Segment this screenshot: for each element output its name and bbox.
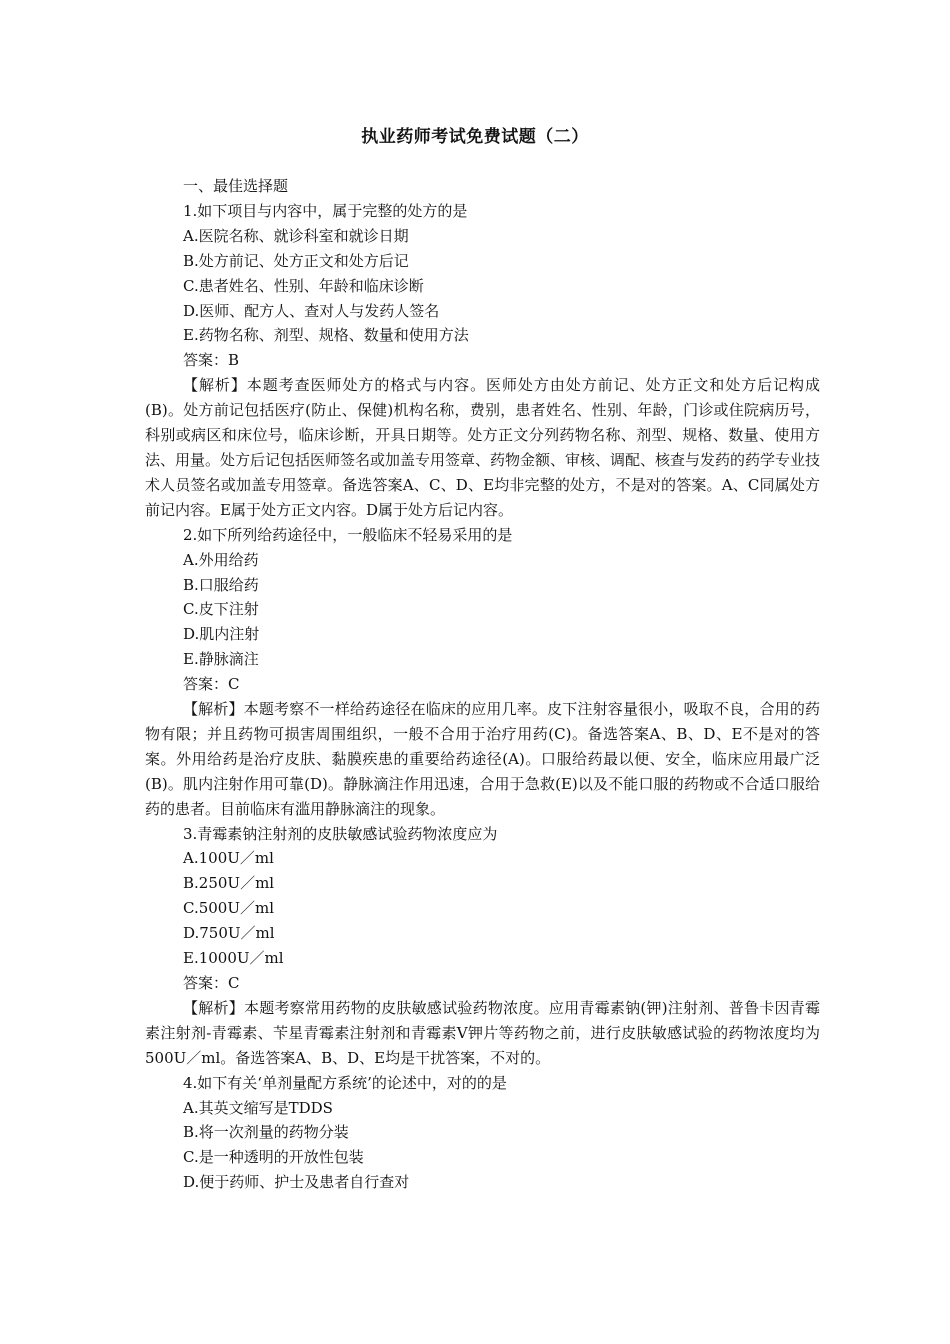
page-title: 执业药师考试免费试题（二） [361,127,589,147]
analysis: 【解析】本题考查医师处方的格式与内容。医师处方由处方前记、处方正文和处方后记构成(B)。处方前记包括医疗(防止、保健)机构名称，费别，患者姓名、性别、年龄，门诊或住院病历号，科别或病区和床位号，临床诊断，开具日期等。处方正文分列药物名称、剂型、规格、数量、使用方法、用量。处方后记包括医师签名或加盖专用签章、药物金额、审核、调配、核查与发药的药学专业技术人员签名或加盖专用签章。备选答案A、C、D、E均非完整的处方，不是对的答案。A、C同属处方前记内容。E属于处方正文内容。D属于处方后记内容。 [145,376,821,519]
option-a: A.其英文缩写是TDDS [183,1098,333,1117]
question-stem: 4.如下有关‘单剂量配方系统’的论述中，对的的是 [183,1073,507,1092]
question-stem: 3.青霉素钠注射剂的皮肤敏感试验药物浓度应为 [183,824,498,843]
option-c: C.皮下注射 [183,600,259,619]
option-b: B.将一次剂量的药物分装 [183,1123,349,1142]
option-b: B.处方前记、处方正文和处方后记 [183,251,409,270]
question-2 [145,523,820,822]
question-3 [145,822,820,1071]
analysis: 【解析】本题考察常用药物的皮肤敏感试验药物浓度。应用青霉素钠(钾)注射剂、普鲁卡因青霉素注射剂-青霉素、苄星青霉素注射剂和青霉素Ⅴ钾片等药物之前，进行皮肤敏感试验的药物浓度均为500U／ml。备选答案A、B、D、E均是干扰答案，不对的。 [145,998,820,1067]
question-stem: 1.如下项目与内容中，属于完整的处方的是 [183,201,468,220]
option-c: C.患者姓名、性别、年龄和临床诊断 [183,276,424,295]
option-b: B.口服给药 [183,575,259,594]
question-4 [145,1071,820,1196]
answer: 答案：C [183,974,240,992]
answer: 答案：B [183,351,240,370]
answer: 答案：C [183,675,240,694]
section-heading: 一、最佳选择题 [183,177,289,195]
option-d: D.医师、配方人、查对人与发药人签名 [183,301,440,320]
option-e: E.药物名称、剂型、规格、数量和使用方法 [183,326,469,345]
option-a: A.100U／ml [183,849,274,868]
option-d: D.肌内注射 [183,625,260,644]
option-a: A.医院名称、就诊科室和就诊日期 [183,226,409,245]
option-e: E.静脉滴注 [183,650,259,669]
option-b: B.250U／ml [183,874,275,893]
question-stem: 2.如下所列给药途径中，一般临床不轻易采用的是 [183,525,513,544]
option-a: A.外用给药 [183,550,259,569]
option-d: D.750U／ml [183,924,275,943]
option-d: D.便于药师、护士及患者自行查对 [183,1173,410,1192]
document-body [145,174,820,1195]
question-1 [145,199,820,523]
option-c: C.是一种透明的开放性包装 [183,1148,364,1167]
option-e: E.1000U／ml [183,949,284,968]
option-c: C.500U／ml [183,899,275,918]
analysis: 【解析】本题考察不一样给药途径在临床的应用几率。皮下注射容量很小，吸取不良，合用的药物有限；并且药物可损害周围组织，一般不合用于治疗用药(C)。备选答案A、B、D、E不是对的答案。外用给药是治疗皮肤、黏膜疾患的重要给药途径(A)。口服给药最以便、安全，临床应用最广泛(B)。肌内注射作用可靠(D)。静脉滴注作用迅速，合用于急救(E)以及不能口服的药物或不合适口服给药的患者。目前临床有滥用静脉滴注的现象。 [145,700,820,818]
